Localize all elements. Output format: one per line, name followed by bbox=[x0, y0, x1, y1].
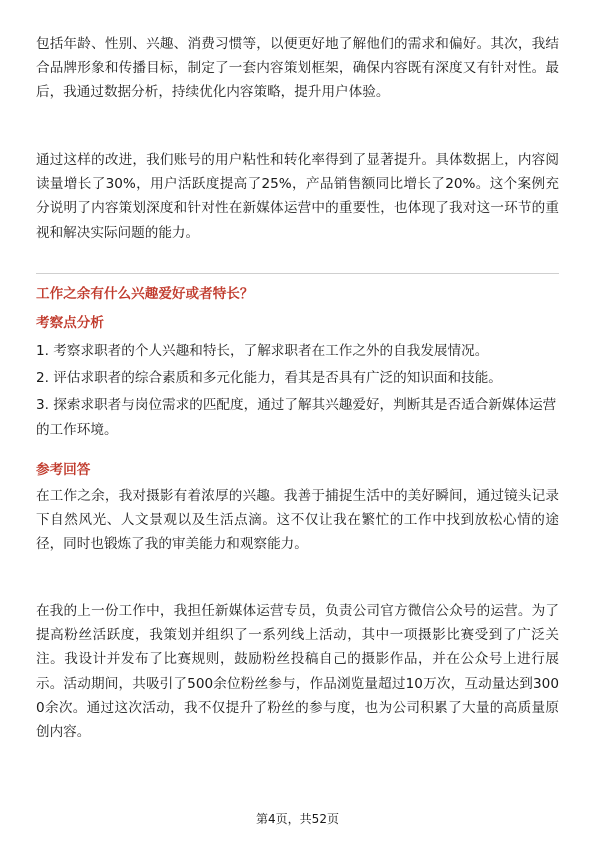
question-heading: 工作之余有什么兴趣爱好或者特长？ bbox=[36, 286, 254, 302]
answer-paragraph: 在工作之余，我对摄影有着浓厚的兴趣。我善于捕捉生活中的美好瞬间，通过镜头记录下自然风光、人文景观以及生活点滴。这不仅让我在繁忙的工作中找到放松心情的途径，同时也锻炼了我的审美能力和观察能力。 bbox=[36, 488, 559, 553]
page-number: 第4页，共52页 bbox=[256, 812, 339, 826]
body-paragraph: 包括年龄、性别、兴趣、消费习惯等，以便更好地了解他们的需求和偏好。其次，我结合品牌形象和传播目标，制定了一套内容策划框架，确保内容既有深度又有针对性。最后，我通过数据分析，持续优化内容策略，提升用户体验。 bbox=[36, 36, 559, 101]
list-item: 2. 评估求职者的综合素质和多元化能力，看其是否具有广泛的知识面和技能。 bbox=[36, 370, 502, 387]
list-item: 1. 考察求职者的个人兴趣和特长，了解求职者在工作之外的自我发展情况。 bbox=[36, 343, 489, 359]
body-paragraph: 通过这样的改进，我们账号的用户粘性和转化率得到了显著提升。具体数据上，内容阅读量增长了30%，用户活跃度提高了25%，产品销售额同比增长了20%。这个案例充分说明了内容策划深度和针对性在新媒体运营中的重要性，也体现了我对这一环节的重视和解决实际问题的能力。 bbox=[36, 152, 559, 241]
answer-heading: 参考回答 bbox=[36, 462, 91, 478]
analysis-heading: 考察点分析 bbox=[36, 315, 104, 331]
analysis-list bbox=[36, 339, 559, 445]
section-divider bbox=[36, 273, 559, 274]
answer-paragraph: 在我的上一份工作中，我担任新媒体运营专员，负责公司官方微信公众号的运营。为了提高粉丝活跃度，我策划并组织了一系列线上活动，其中一项摄影比赛受到了广泛关注。我设计并发布了比赛规则，鼓励粉丝投稿自己的摄影作品，并在公众号上进行展示。活动期间，共吸引了500余位粉丝参与，作品浏览量超过10万次，互动量达到3000余次。通过这次活动，我不仅提升了粉丝的参与度，也为公司积累了大量的高质量原创内容。 bbox=[36, 603, 559, 741]
list-item: 3. 探索求职者与岗位需求的匹配度，通过了解其兴趣爱好，判断其是否适合新媒体运营的工作环境。 bbox=[36, 397, 557, 438]
